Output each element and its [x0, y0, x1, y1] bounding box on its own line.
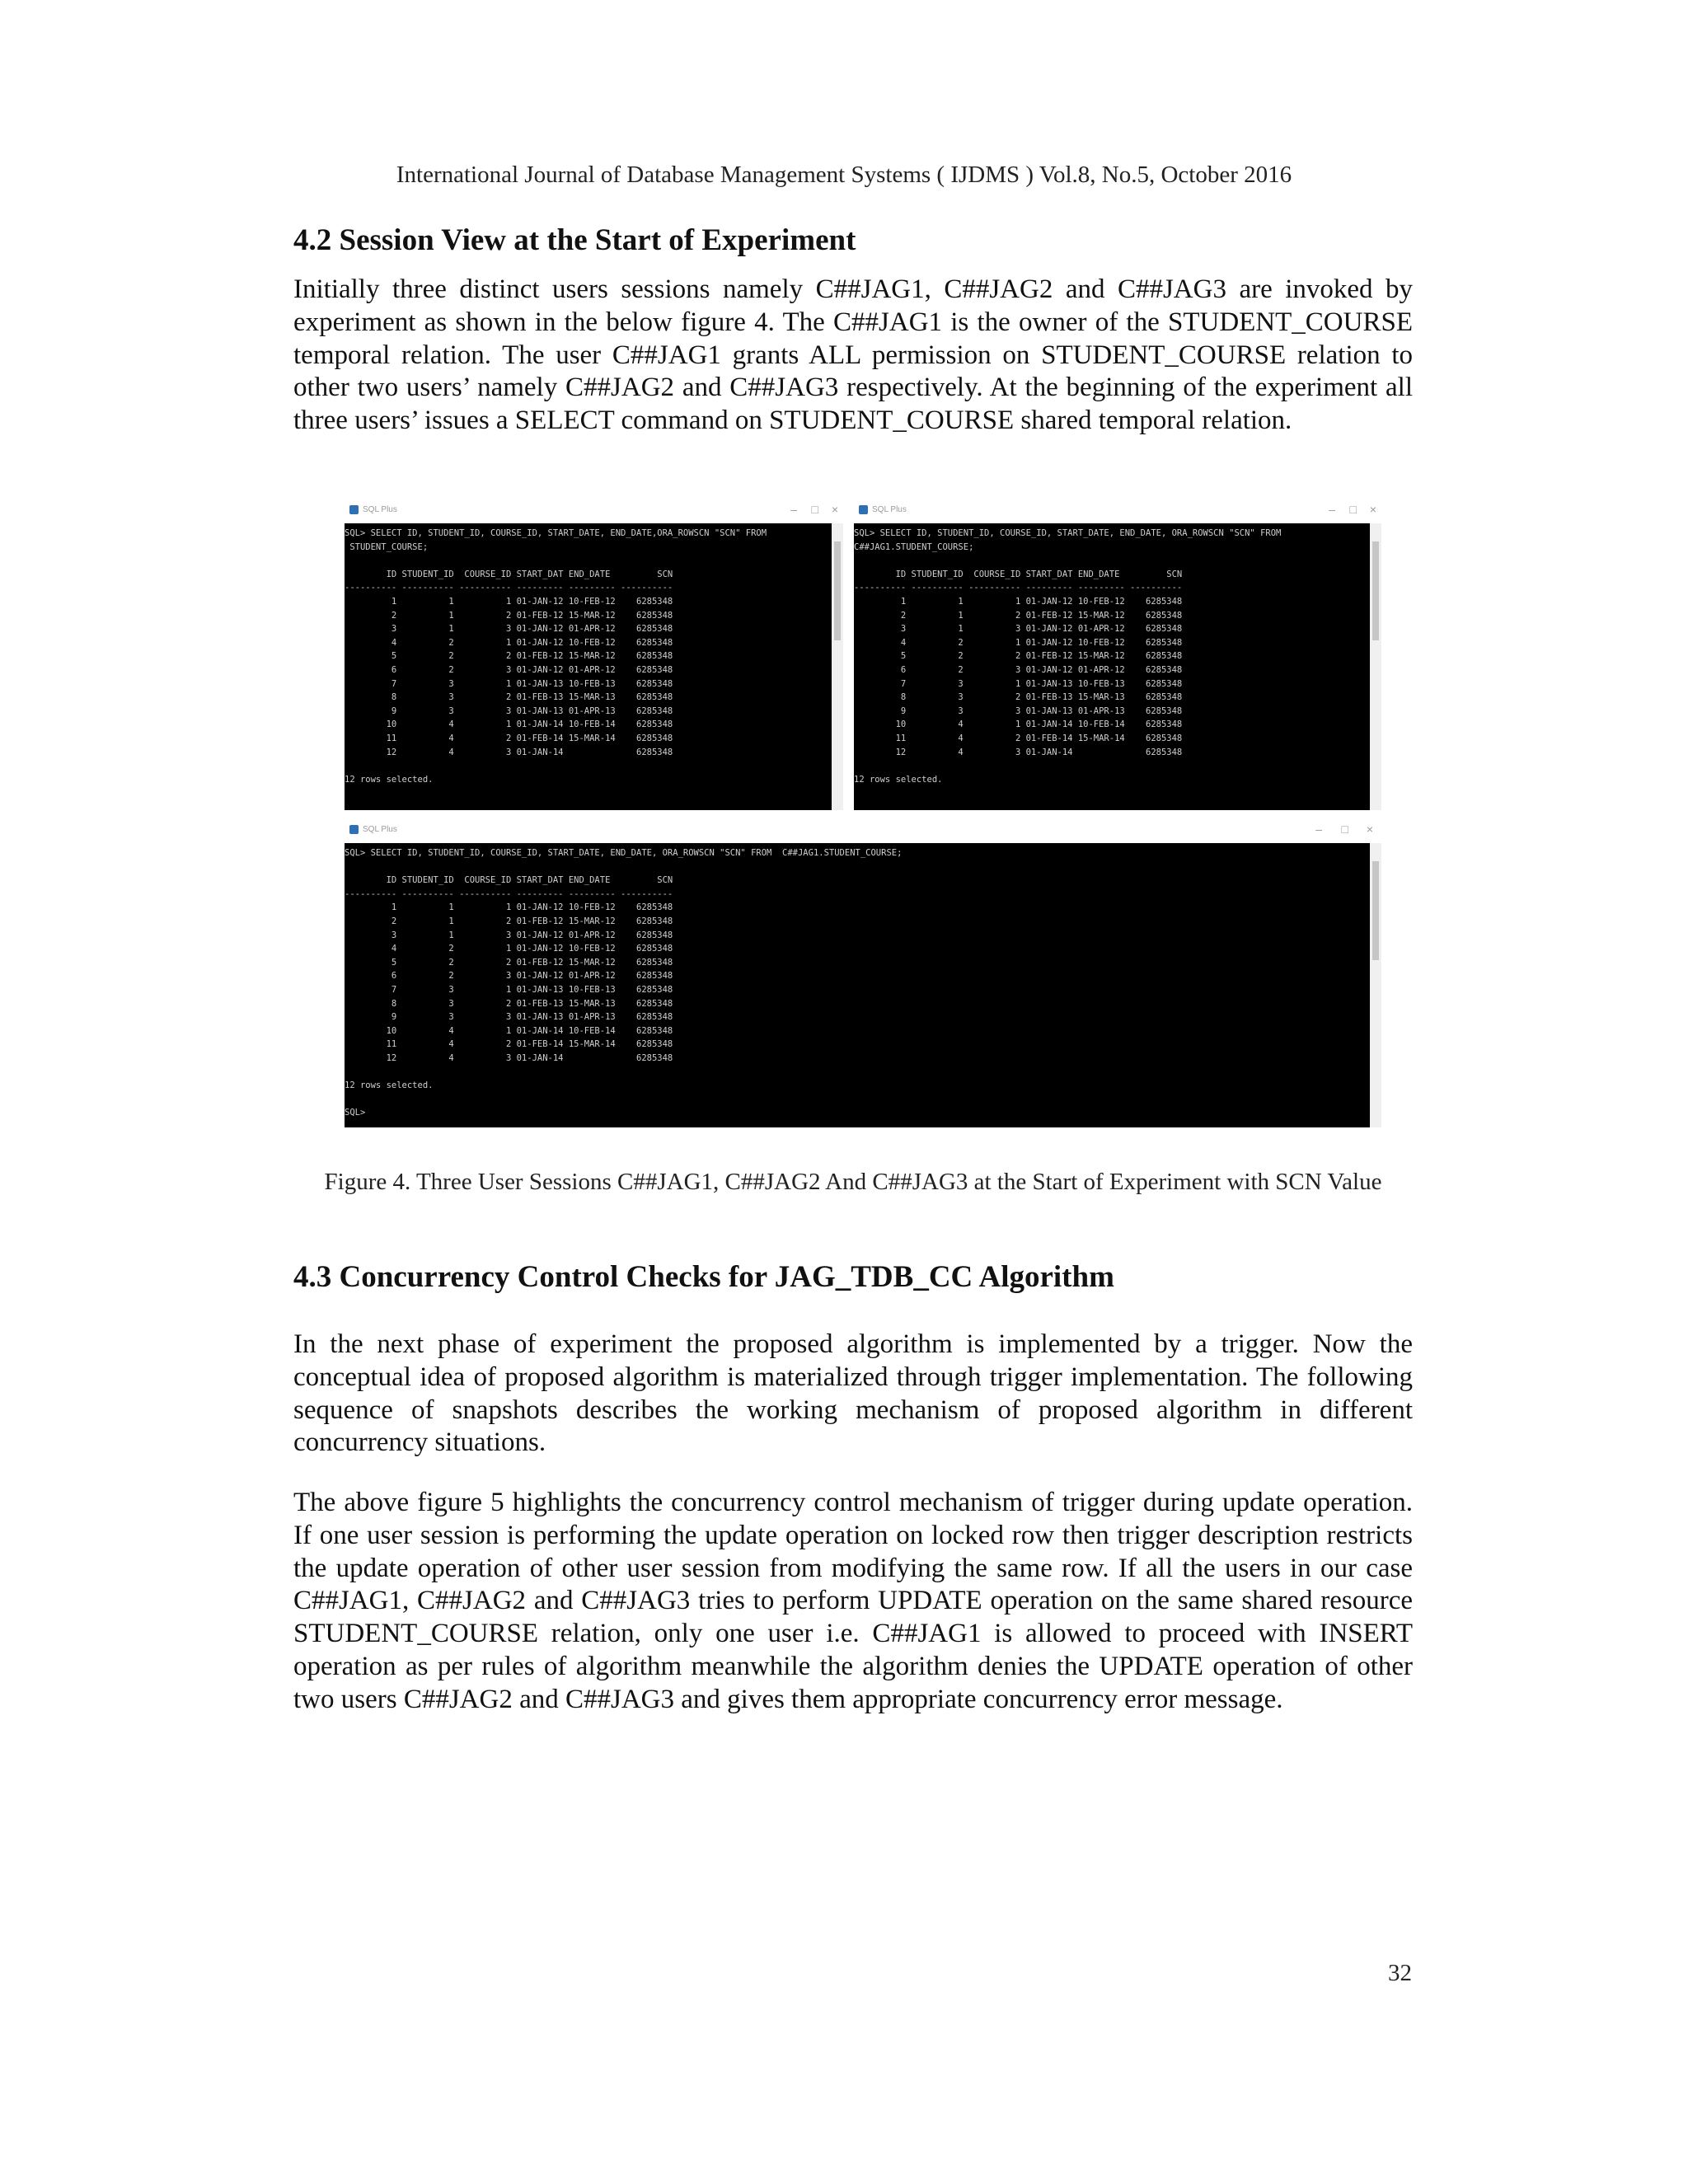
minimize-icon[interactable]: – — [790, 503, 797, 516]
result-row: 7 3 1 01-JAN-13 10-FEB-13 6285348 — [345, 984, 673, 995]
result-row: 3 1 3 01-JAN-12 01-APR-12 6285348 — [854, 624, 1183, 635]
section-heading-4-3: 4.3 Concurrency Control Checks for JAG_TDB_CC Algorithm — [293, 1260, 1114, 1294]
result-row: 7 3 1 01-JAN-13 10-FEB-13 6285348 — [854, 678, 1183, 689]
minimize-icon[interactable]: – — [1329, 503, 1335, 516]
page-number: 32 — [1388, 1960, 1412, 1986]
column-separator: ---------- ---------- ---------- --------- --------- ---------- — [345, 583, 673, 593]
section-4-3-paragraph-2: The above figure 5 highlights the concurrency control mechanism of trigger during update operation. If one user session is performing the update operation on locked row then trigger description restricts the update operation of other user session from modifying the same row. If all the users in our case C##JAG1, C##JAG2 and C##JAG3 tries to perform UPDATE operation on the same shared resource STUDENT_COURSE relation, only one user i.e. C##JAG1 is allowed to proceed with INSERT operation as per rules of algorithm meanwhile the algorithm denies the UPDATE operation of other two users C##JAG2 and C##JAG3 and gives them appropriate concurrency error message. — [293, 1488, 1413, 1714]
result-row: 4 2 1 01-JAN-12 10-FEB-12 6285348 — [854, 637, 1183, 648]
column-header: ID STUDENT_ID COURSE_ID START_DAT END_DATE SCN — [345, 875, 673, 886]
window-titlebar — [345, 499, 843, 523]
result-row: 2 1 2 01-FEB-12 15-MAR-12 6285348 — [854, 610, 1183, 621]
maximize-icon[interactable]: □ — [811, 503, 818, 516]
result-row: 5 2 2 01-FEB-12 15-MAR-12 6285348 — [345, 957, 673, 968]
result-row: 9 3 3 01-JAN-13 01-APR-13 6285348 — [345, 1012, 673, 1023]
result-row: 5 2 2 01-FEB-12 15-MAR-12 6285348 — [345, 651, 673, 662]
vertical-scrollbar[interactable] — [832, 523, 843, 810]
window-title: SQL Plus — [363, 825, 397, 834]
minimize-icon[interactable]: – — [1315, 823, 1322, 836]
column-header: ID STUDENT_ID COURSE_ID START_DAT END_DATE SCN — [345, 569, 673, 579]
window-title: SQL Plus — [872, 505, 907, 514]
column-separator: ---------- ---------- ---------- --------- --------- ---------- — [345, 888, 673, 899]
scrollbar-thumb[interactable] — [1372, 861, 1379, 960]
sql-prompt[interactable]: SQL> — [345, 1108, 366, 1118]
result-row: 5 2 2 01-FEB-12 15-MAR-12 6285348 — [854, 651, 1183, 662]
sql-query: SQL> SELECT ID, STUDENT_ID, COURSE_ID, START_DATE, END_DATE, ORA_ROWSCN "SCN" FROM C##JAG1.STUDENT_COURSE; — [854, 528, 1282, 552]
result-row: 11 4 2 01-FEB-14 15-MAR-14 6285348 — [345, 1039, 673, 1050]
result-row: 12 4 3 01-JAN-14 6285348 — [345, 1052, 673, 1063]
scrollbar-thumb[interactable] — [834, 541, 841, 640]
sql-query: SQL> SELECT ID, STUDENT_ID, COURSE_ID, START_DATE, END_DATE, ORA_ROWSCN "SCN" FROM C##JAG1.STUDENT_COURSE; — [345, 848, 903, 858]
running-header: International Journal of Database Management Systems ( IJDMS ) Vol.8, No.5, October 2016 — [396, 162, 1292, 188]
sqlplus-window-jag2 — [854, 499, 1381, 810]
section-heading-4-2: 4.2 Session View at the Start of Experiment — [293, 223, 856, 257]
rows-selected-footer: 12 rows selected. — [345, 774, 434, 785]
close-icon[interactable]: × — [831, 503, 838, 516]
section-4-2-paragraph: Initially three distinct users sessions namely C##JAG1, C##JAG2 and C##JAG3 are invoked by experiment as shown in the below figure 4. The C##JAG1 is the owner of the STUDENT_COURSE temporal relation. The user C##JAG1 grants ALL permission on STUDENT_COURSE relation to other two users’ namely C##JAG2 and C##JAG3 respectively. At the beginning of the experiment all three users’ issues a SELECT command on STUDENT_COURSE shared temporal relation. — [293, 274, 1413, 436]
sql-query: SQL> SELECT ID, STUDENT_ID, COURSE_ID, START_DATE, END_DATE,ORA_ROWSCN "SCN" FROM STUDENT_COURSE; — [345, 528, 767, 552]
result-row: 9 3 3 01-JAN-13 01-APR-13 6285348 — [854, 705, 1183, 716]
result-row: 7 3 1 01-JAN-13 10-FEB-13 6285348 — [345, 678, 673, 689]
maximize-icon[interactable]: □ — [1341, 823, 1348, 836]
result-row: 1 1 1 01-JAN-12 10-FEB-12 6285348 — [854, 596, 1183, 607]
vertical-scrollbar[interactable] — [1370, 523, 1381, 810]
result-row: 8 3 2 01-FEB-13 15-MAR-13 6285348 — [854, 692, 1183, 703]
column-header: ID STUDENT_ID COURSE_ID START_DAT END_DATE SCN — [854, 569, 1183, 579]
result-row: 6 2 3 01-JAN-12 01-APR-12 6285348 — [854, 664, 1183, 675]
rows-selected-footer: 12 rows selected. — [345, 1080, 434, 1091]
sqlplus-window-jag1 — [345, 499, 843, 810]
result-row: 3 1 3 01-JAN-12 01-APR-12 6285348 — [345, 930, 673, 940]
sqlplus-app-icon — [349, 505, 359, 514]
vertical-scrollbar[interactable] — [1370, 843, 1381, 1127]
result-row: 9 3 3 01-JAN-13 01-APR-13 6285348 — [345, 705, 673, 716]
sqlplus-app-icon — [349, 825, 359, 834]
result-row: 4 2 1 01-JAN-12 10-FEB-12 6285348 — [345, 944, 673, 954]
window-titlebar — [345, 818, 1381, 843]
figure-caption: Figure 4. Three User Sessions C##JAG1, C##JAG2 And C##JAG3 at the Start of Experiment with SCN Value — [324, 1169, 1382, 1195]
result-row: 6 2 3 01-JAN-12 01-APR-12 6285348 — [345, 971, 673, 982]
result-row: 10 4 1 01-JAN-14 10-FEB-14 6285348 — [854, 719, 1183, 730]
result-row: 2 1 2 01-FEB-12 15-MAR-12 6285348 — [345, 916, 673, 926]
result-row: 12 4 3 01-JAN-14 6285348 — [854, 747, 1183, 757]
result-row: 10 4 1 01-JAN-14 10-FEB-14 6285348 — [345, 719, 673, 730]
column-separator: ---------- ---------- ---------- --------- --------- ---------- — [854, 583, 1183, 593]
result-row: 1 1 1 01-JAN-12 10-FEB-12 6285348 — [345, 596, 673, 607]
result-row: 4 2 1 01-JAN-12 10-FEB-12 6285348 — [345, 637, 673, 648]
close-icon[interactable]: × — [1369, 503, 1376, 516]
sqlplus-app-icon — [859, 505, 868, 514]
result-row: 11 4 2 01-FEB-14 15-MAR-14 6285348 — [345, 733, 673, 743]
section-4-3-paragraph-1: In the next phase of experiment the proposed algorithm is implemented by a trigger. Now the conceptual idea of proposed algorithm is materialized through trigger implementation. The following sequence of snapshots describes the working mechanism of proposed algorithm in different concurrency situations. — [293, 1329, 1413, 1458]
console-output — [345, 843, 1370, 1127]
scrollbar-thumb[interactable] — [1372, 541, 1379, 640]
result-row: 12 4 3 01-JAN-14 6285348 — [345, 747, 673, 757]
result-row: 8 3 2 01-FEB-13 15-MAR-13 6285348 — [345, 998, 673, 1009]
rows-selected-footer: 12 rows selected. — [854, 774, 943, 785]
result-row: 1 1 1 01-JAN-12 10-FEB-12 6285348 — [345, 902, 673, 913]
maximize-icon[interactable]: □ — [1349, 503, 1357, 516]
result-row: 8 3 2 01-FEB-13 15-MAR-13 6285348 — [345, 692, 673, 703]
sqlplus-window-jag3 — [345, 818, 1381, 1127]
window-titlebar — [854, 499, 1381, 523]
result-row: 6 2 3 01-JAN-12 01-APR-12 6285348 — [345, 664, 673, 675]
close-icon[interactable]: × — [1366, 823, 1373, 836]
result-row: 10 4 1 01-JAN-14 10-FEB-14 6285348 — [345, 1025, 673, 1036]
result-row: 11 4 2 01-FEB-14 15-MAR-14 6285348 — [854, 733, 1183, 743]
figure-4 — [345, 499, 1381, 1127]
window-title: SQL Plus — [363, 505, 397, 514]
console-output — [345, 523, 832, 810]
console-output — [854, 523, 1370, 810]
result-row: 2 1 2 01-FEB-12 15-MAR-12 6285348 — [345, 610, 673, 621]
result-row: 3 1 3 01-JAN-12 01-APR-12 6285348 — [345, 624, 673, 635]
